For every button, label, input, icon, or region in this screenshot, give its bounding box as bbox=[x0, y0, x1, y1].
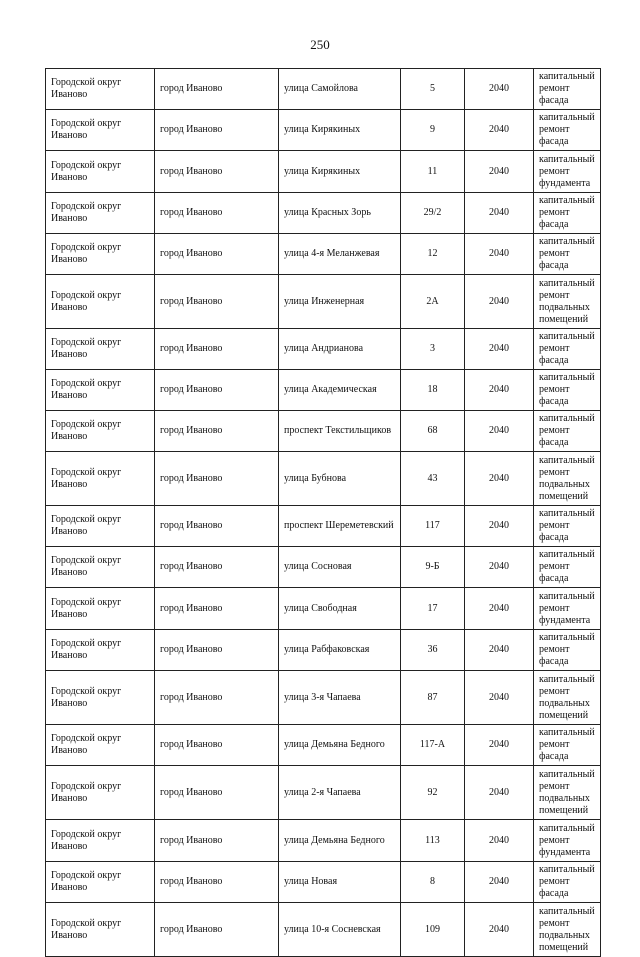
okrug-cell: Городской округ Иваново bbox=[46, 547, 155, 588]
house-cell: 11 bbox=[401, 151, 465, 193]
page-number: 250 bbox=[310, 37, 330, 52]
work-type-cell: капитальный ремонт подвальных помещений bbox=[534, 766, 601, 820]
work-type-cell: капитальный ремонт фасада bbox=[534, 110, 601, 151]
street-cell: улица Кирякиных bbox=[279, 110, 401, 151]
work-type-cell: капитальный ремонт фасада bbox=[534, 193, 601, 234]
work-type-cell: капитальный ремонт фасада bbox=[534, 329, 601, 370]
okrug-cell: Городской округ Иваново bbox=[46, 630, 155, 671]
year-cell: 2040 bbox=[465, 329, 534, 370]
house-cell: 68 bbox=[401, 411, 465, 452]
year-cell: 2040 bbox=[465, 630, 534, 671]
street-cell: проспект Текстильщиков bbox=[279, 411, 401, 452]
house-cell: 2А bbox=[401, 275, 465, 329]
table-row bbox=[46, 452, 601, 506]
work-type-cell: капитальный ремонт фасада bbox=[534, 411, 601, 452]
year-cell: 2040 bbox=[465, 588, 534, 630]
house-cell: 18 bbox=[401, 370, 465, 411]
street-cell: улица Кирякиных bbox=[279, 151, 401, 193]
city-cell: город Иваново bbox=[155, 329, 279, 370]
table-row bbox=[46, 151, 601, 193]
street-cell: улица Академическая bbox=[279, 370, 401, 411]
street-cell: улица Демьяна Бедного bbox=[279, 820, 401, 862]
year-cell: 2040 bbox=[465, 766, 534, 820]
street-cell: улица Рабфаковская bbox=[279, 630, 401, 671]
year-cell: 2040 bbox=[465, 151, 534, 193]
work-type-cell: капитальный ремонт фасада bbox=[534, 370, 601, 411]
okrug-cell: Городской округ Иваново bbox=[46, 862, 155, 903]
work-type-cell: капитальный ремонт фасада bbox=[534, 506, 601, 547]
year-cell: 2040 bbox=[465, 69, 534, 110]
city-cell: город Иваново bbox=[155, 275, 279, 329]
house-cell: 9-Б bbox=[401, 547, 465, 588]
work-type-cell: капитальный ремонт фундамента bbox=[534, 151, 601, 193]
okrug-cell: Городской округ Иваново bbox=[46, 234, 155, 275]
table-row bbox=[46, 69, 601, 110]
house-cell: 8 bbox=[401, 862, 465, 903]
okrug-cell: Городской округ Иваново bbox=[46, 275, 155, 329]
city-cell: город Иваново bbox=[155, 862, 279, 903]
year-cell: 2040 bbox=[465, 820, 534, 862]
table-row bbox=[46, 630, 601, 671]
okrug-cell: Городской округ Иваново bbox=[46, 193, 155, 234]
house-cell: 117 bbox=[401, 506, 465, 547]
table-row bbox=[46, 110, 601, 151]
work-type-cell: капитальный ремонт фундамента bbox=[534, 820, 601, 862]
house-cell: 3 bbox=[401, 329, 465, 370]
okrug-cell: Городской округ Иваново bbox=[46, 411, 155, 452]
street-cell: улица 3-я Чапаева bbox=[279, 671, 401, 725]
table-row bbox=[46, 329, 601, 370]
street-cell: улица Демьяна Бедного bbox=[279, 725, 401, 766]
work-type-cell: капитальный ремонт фасада bbox=[534, 862, 601, 903]
city-cell: город Иваново bbox=[155, 234, 279, 275]
year-cell: 2040 bbox=[465, 506, 534, 547]
street-cell: улица 4-я Меланжевая bbox=[279, 234, 401, 275]
work-type-cell: капитальный ремонт фасада bbox=[534, 547, 601, 588]
okrug-cell: Городской округ Иваново bbox=[46, 671, 155, 725]
city-cell: город Иваново bbox=[155, 671, 279, 725]
year-cell: 2040 bbox=[465, 193, 534, 234]
okrug-cell: Городской округ Иваново bbox=[46, 820, 155, 862]
work-type-cell: капитальный ремонт фасада bbox=[534, 69, 601, 110]
house-cell: 9 bbox=[401, 110, 465, 151]
work-type-cell: капитальный ремонт фасада bbox=[534, 234, 601, 275]
year-cell: 2040 bbox=[465, 903, 534, 957]
okrug-cell: Городской округ Иваново bbox=[46, 370, 155, 411]
city-cell: город Иваново bbox=[155, 370, 279, 411]
work-type-cell: капитальный ремонт фундамента bbox=[534, 588, 601, 630]
year-cell: 2040 bbox=[465, 275, 534, 329]
city-cell: город Иваново bbox=[155, 725, 279, 766]
table-row bbox=[46, 588, 601, 630]
table-row bbox=[46, 725, 601, 766]
house-cell: 109 bbox=[401, 903, 465, 957]
city-cell: город Иваново bbox=[155, 506, 279, 547]
table-row bbox=[46, 275, 601, 329]
year-cell: 2040 bbox=[465, 452, 534, 506]
year-cell: 2040 bbox=[465, 234, 534, 275]
okrug-cell: Городской округ Иваново bbox=[46, 110, 155, 151]
table-row bbox=[46, 547, 601, 588]
street-cell: улица 10-я Сосневская bbox=[279, 903, 401, 957]
table-row bbox=[46, 506, 601, 547]
city-cell: город Иваново bbox=[155, 452, 279, 506]
okrug-cell: Городской округ Иваново bbox=[46, 725, 155, 766]
work-type-cell: капитальный ремонт подвальных помещений bbox=[534, 452, 601, 506]
okrug-cell: Городской округ Иваново bbox=[46, 452, 155, 506]
work-type-cell: капитальный ремонт фасада bbox=[534, 725, 601, 766]
city-cell: город Иваново bbox=[155, 411, 279, 452]
table-row bbox=[46, 766, 601, 820]
city-cell: город Иваново bbox=[155, 630, 279, 671]
city-cell: город Иваново bbox=[155, 547, 279, 588]
table-row bbox=[46, 234, 601, 275]
year-cell: 2040 bbox=[465, 862, 534, 903]
work-type-cell: капитальный ремонт подвальных помещений bbox=[534, 275, 601, 329]
street-cell: улица Свободная bbox=[279, 588, 401, 630]
house-cell: 92 bbox=[401, 766, 465, 820]
year-cell: 2040 bbox=[465, 370, 534, 411]
table-row bbox=[46, 671, 601, 725]
street-cell: улица Красных Зорь bbox=[279, 193, 401, 234]
street-cell: улица Сосновая bbox=[279, 547, 401, 588]
okrug-cell: Городской округ Иваново bbox=[46, 903, 155, 957]
okrug-cell: Городской округ Иваново bbox=[46, 588, 155, 630]
house-cell: 113 bbox=[401, 820, 465, 862]
street-cell: улица Новая bbox=[279, 862, 401, 903]
table-row bbox=[46, 411, 601, 452]
okrug-cell: Городской округ Иваново bbox=[46, 69, 155, 110]
city-cell: город Иваново bbox=[155, 151, 279, 193]
city-cell: город Иваново bbox=[155, 766, 279, 820]
work-type-cell: капитальный ремонт подвальных помещений bbox=[534, 903, 601, 957]
street-cell: улица Самойлова bbox=[279, 69, 401, 110]
house-cell: 87 bbox=[401, 671, 465, 725]
table-row bbox=[46, 862, 601, 903]
work-type-cell: капитальный ремонт подвальных помещений bbox=[534, 671, 601, 725]
house-cell: 17 bbox=[401, 588, 465, 630]
year-cell: 2040 bbox=[465, 725, 534, 766]
house-cell: 43 bbox=[401, 452, 465, 506]
year-cell: 2040 bbox=[465, 547, 534, 588]
table-row bbox=[46, 193, 601, 234]
table-row bbox=[46, 903, 601, 957]
house-cell: 29/2 bbox=[401, 193, 465, 234]
okrug-cell: Городской округ Иваново bbox=[46, 329, 155, 370]
year-cell: 2040 bbox=[465, 110, 534, 151]
city-cell: город Иваново bbox=[155, 588, 279, 630]
table-row bbox=[46, 370, 601, 411]
city-cell: город Иваново bbox=[155, 110, 279, 151]
house-cell: 12 bbox=[401, 234, 465, 275]
house-cell: 117-А bbox=[401, 725, 465, 766]
street-cell: улица Бубнова bbox=[279, 452, 401, 506]
okrug-cell: Городской округ Иваново bbox=[46, 766, 155, 820]
year-cell: 2040 bbox=[465, 671, 534, 725]
register-table bbox=[45, 68, 601, 957]
street-cell: улица Андрианова bbox=[279, 329, 401, 370]
house-cell: 5 bbox=[401, 69, 465, 110]
street-cell: улица 2-я Чапаева bbox=[279, 766, 401, 820]
house-cell: 36 bbox=[401, 630, 465, 671]
city-cell: город Иваново bbox=[155, 903, 279, 957]
work-type-cell: капитальный ремонт фасада bbox=[534, 630, 601, 671]
city-cell: город Иваново bbox=[155, 820, 279, 862]
city-cell: город Иваново bbox=[155, 193, 279, 234]
city-cell: город Иваново bbox=[155, 69, 279, 110]
street-cell: улица Инженерная bbox=[279, 275, 401, 329]
okrug-cell: Городской округ Иваново bbox=[46, 506, 155, 547]
year-cell: 2040 bbox=[465, 411, 534, 452]
street-cell: проспект Шереметевский bbox=[279, 506, 401, 547]
okrug-cell: Городской округ Иваново bbox=[46, 151, 155, 193]
table-row bbox=[46, 820, 601, 862]
